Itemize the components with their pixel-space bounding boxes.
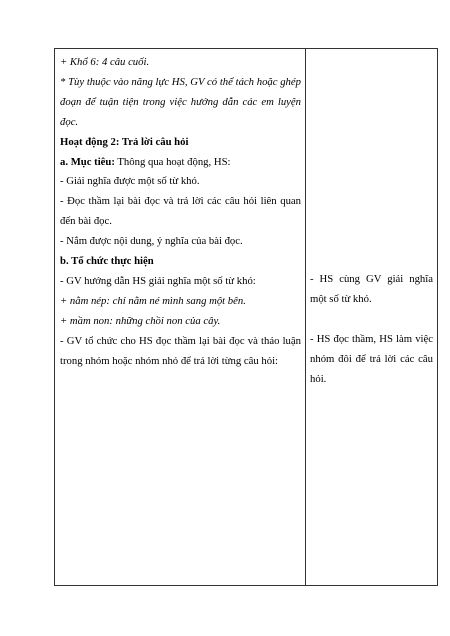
spacer [310, 310, 433, 330]
teacher-activity-column [60, 53, 301, 372]
text-line: đến bài đọc. [60, 215, 112, 228]
section-heading: b. Tổ chức thực hiện [60, 255, 154, 268]
text-line: - GV hướng dẫn HS giải nghĩa một số từ khó: [60, 274, 256, 287]
text-line: - Đọc thầm lại bài đọc và trả lời các câu hỏi liên quan [60, 195, 301, 208]
text-line: - HS cùng GV giải nghĩa [310, 273, 433, 285]
text-line: + nằm nép: chỉ nằm né mình sang một bên. [60, 294, 246, 307]
text-line: - GV tổ chức cho HS đọc thầm lại bài đọc và thảo luận [60, 334, 301, 347]
text-line: một số từ khó. [310, 292, 372, 305]
text-line: trong nhóm hoặc nhóm nhỏ để trả lời từng câu hỏi: [60, 354, 279, 367]
text-line: - Nắm được nội dung, ý nghĩa của bài đọc. [60, 235, 243, 248]
text-line: đọc. [60, 115, 79, 128]
text-line: + mầm non: những chồi non của cây. [60, 314, 221, 327]
text-line: đoạn để tuận tiện trong việc hướng dẫn các em luyện [60, 95, 301, 108]
text-line: * Tùy thuộc vào năng lực HS, GV có thể tách hoặc ghép [60, 75, 301, 88]
text-line [60, 153, 301, 173]
activity-heading: Hoạt động 2: Trả lời câu hỏi [60, 135, 189, 148]
objective-label: a. Mục tiêu: [60, 155, 115, 168]
text-line: + Khổ 6: 4 câu cuối. [60, 56, 150, 68]
text-line: hỏi. [310, 372, 327, 385]
text-line: - HS đọc thầm, HS làm việc [310, 332, 433, 345]
objective-text: Thông qua hoạt động, HS: [114, 155, 231, 168]
text-line: nhóm đôi để trả lời các câu [310, 352, 433, 365]
column-divider [305, 48, 306, 586]
text-line: - Giải nghĩa được một số từ khó. [60, 175, 200, 188]
student-activity-column [310, 270, 433, 389]
